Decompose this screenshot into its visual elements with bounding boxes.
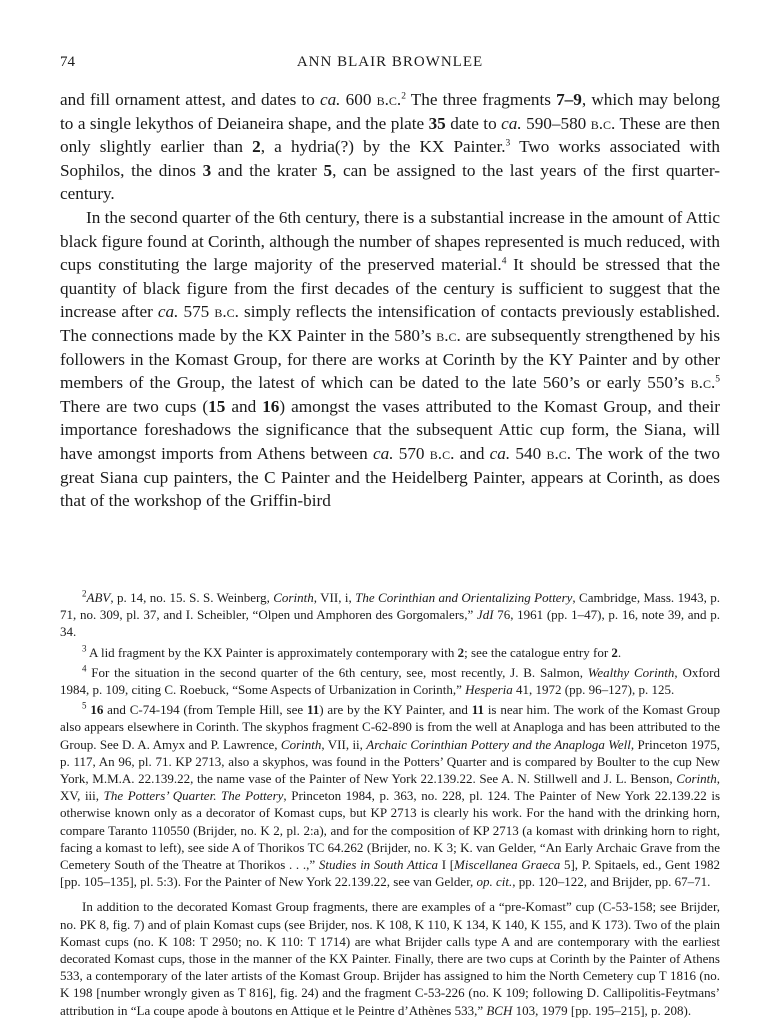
page-number: 74 — [60, 54, 75, 70]
footnote-3: $^3$ A lid fragment by the KX Painter is approximately contemporary with 2; see the catalogue entry for 2. — [82, 643, 622, 660]
footnote-2: $^2$ABV, p. 14, no. 15. S. S. Weinberg, Corinth, VII, i, The Corinthian and Orientalizing Pottery, Cambridge, Mass. 1943, p. 71, no. 309, pl. 37, and I. Scheibler, “Olpen und Amphoren des Gorgomalers,” JdI 76, 1961 (pp. 1–47), p. 16, note 39, and p. 34. — [60, 588, 720, 640]
footnotes — [60, 589, 720, 1019]
footnote-ref-2[interactable]: 2 — [401, 91, 406, 102]
footnote-ref-4[interactable]: 4 — [501, 256, 507, 267]
footnote-ref-3[interactable]: 3 — [505, 138, 511, 149]
paragraph-1: and fill ornament attest, and dates to ca. 600 b.c.$^2$ The three fragments 7–9, which may belong to a single lekythos of Deianeira shape, and the plate 35 date to ca. 590–580 b.c. These are then only slightly earlier than 2, a hydria(?) by the KX Painter.$^3$ Two works associated with Sophilos, the dinos 3 and the krater 5, can be assigned to the last years of the first quarter-century. — [60, 90, 721, 204]
body-text — [60, 88, 720, 513]
footnote-5-continued: In addition to the decorated Komast Group fragments, there are examples of a “pre-Komast” cup (C-53-158; see Brijder, no. PK 8, fig. 7) and of plain Komast cups (see Brijder, nos. K 108, K 110, K 134, K 140, K 155, and K 173). Two of the plain Komast cups (no. K 108: T 2950; no. K 110: T 1714) are what Brijder calls type A and are contemporary with the earliest decorated Komast cups, those in the manner of the KX Painter. Finally, there are two cups at Corinth by the Painter of Athens 533, a contemporary of the later artists of the Komast Group. Brijder has assigned to him the North Cemetery cup T 1816 (no. K 198 [number wrongly given as T 816], fig. 24) and the fragment C-53-226 (no. K 109; following D. Callipolitis-Feytmans’ attribution in “La coupe apode à boutons en Attique et le Peintre d’Athènes 533,” BCH 103, 1979 [pp. 195–215], p. 208). — [60, 899, 720, 1018]
footnote-ref-5[interactable]: 5 — [715, 374, 720, 385]
footnote-5: $^5$ 16 and C-74-194 (from Temple Hill, see 11) are by the KY Painter, and 11 is near him. The work of the Komast Group also appears elsewhere in Corinth. The skyphos fragment C-62-890 is from the well at Anaploga and has been attributed to the Group. See D. A. Amyx and P. Lawrence, Corinth, VII, ii, Archaic Corinthian Pottery and the Anaploga Well, Princeton 1975, p. 117, An 96, pl. 71. KP 2713, also a skyphos, was found in the Potters’ Quarter and is compared by Boulter to the cup New York, M.M.A. 22.139.22, the name vase of the Painter of New York 22.139.22. See A. N. Stillwell and J. L. Benson, Corinth, XV, iii, The Potters’ Quarter. The Pottery, Princeton 1984, p. 363, no. 228, pl. 124. The Painter of New York 22.139.22 is otherwise known only as a decorator of Komast cups, but KP 2713 is clearly his work. For the hand with the drinking horn, compare Taranto 110550 (Brijder, no. K 2, pl. 2:a), and for the composition of KP 2713 (a komast with drinking horn to right, facing a komast to left), see side A of Thorikos TC 64.262 (Brijder, no. K 3; K. van Gelder, “An Early Archaic Grave from the Cemetery South of the Theatre at Thorikos . . .,” Studies in South Attica I [Miscellanea Graeca 5], P. Spitaels, ed., Gent 1982 [pp. 105–135], pl. 5:3). For the Painter of New York 22.139.22, see van Gelder, op. cit., pp. 120–122, and Brijder, pp. 67–71. — [60, 700, 721, 890]
running-head: ANN BLAIR BROWNLEE — [296, 54, 484, 70]
page-header — [60, 54, 720, 78]
paragraph-2: In the second quarter of the 6th century, there is a substantial increase in the amount of Attic black figure found at Corinth, although the number of shapes represented is much reduced, with cups constituting the large majority of the preserved material.$^4$ It should be stressed that the quantity of black figure from the first decades of the century is sufficient to suggest that the increase after ca. 575 b.c. simply reflects the intensification of contacts previously established. The connections made by the KX Painter in the 580’s b.c. are subsequently strengthened by his followers in the Komast Group, for there are works at Corinth by the KY Painter and by other members of the Group, the latest of which can be dated to the late 560’s or early 550’s b.c.$^5$ There are two cups (15 and 16) amongst the vases attributed to the Komast Group, and their importance foreshadows the significance that the subsequent Attic cup form, the Siana, will have amongst imports from Athens between ca. 570 b.c. and ca. 540 b.c. The work of the two great Siana cup painters, the C Painter and the Heidelberg Painter, appears at Corinth, as does that of the workshop of the Griffin-bird — [60, 207, 721, 511]
footnote-4: $^4$ For the situation in the second quarter of the 6th century, see, most recently, J. B. Salmon, Wealthy Corinth, Oxford 1984, p. 109, citing C. Roebuck, “Some Aspects of Urbanization in Corinth,” Hesperia 41, 1972 (pp. 96–127), p. 125. — [60, 663, 720, 698]
